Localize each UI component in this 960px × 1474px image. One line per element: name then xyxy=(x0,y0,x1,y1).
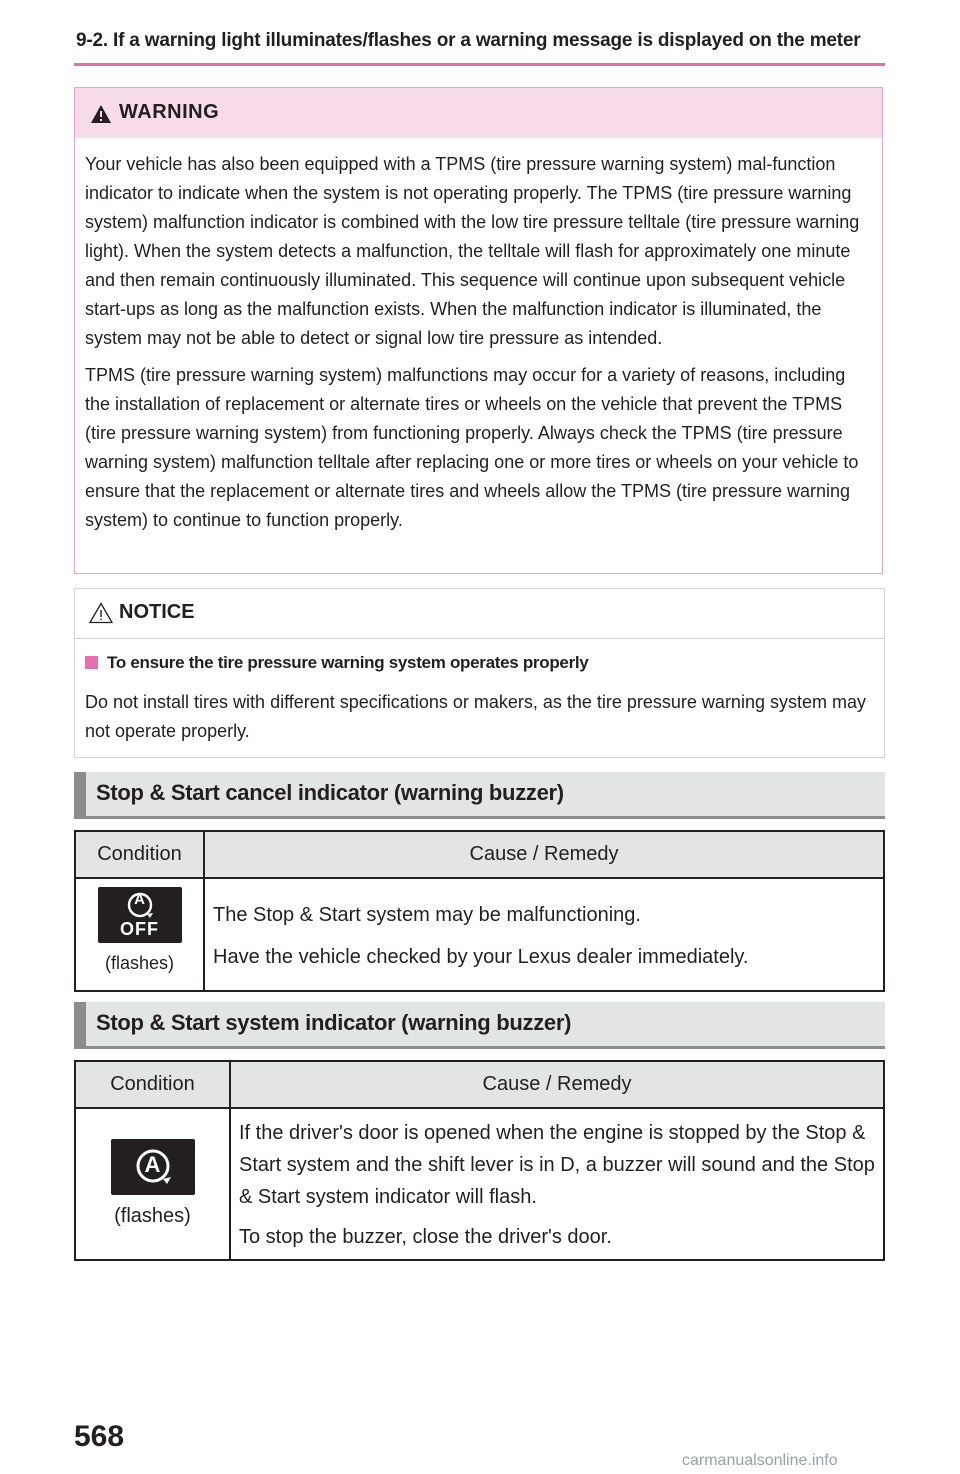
table-row xyxy=(75,1108,884,1260)
notice-subheading-text: To ensure the tire pressure warning system operates properly xyxy=(107,653,589,672)
page-header-title: 9-2. If a warning light illuminates/flashes or a warning message is displayed on the meter xyxy=(76,30,861,51)
cancel-indicator-table xyxy=(74,830,885,992)
warning-title: WARNING xyxy=(119,101,220,123)
header-divider xyxy=(74,63,885,66)
remedy-line: To stop the buzzer, close the driver's door. xyxy=(239,1226,612,1248)
table-header-row xyxy=(75,831,884,878)
warning-body xyxy=(75,138,882,535)
section-title: Stop & Start cancel indicator (warning buzzer) xyxy=(96,780,564,805)
table-row xyxy=(75,878,884,991)
remedy-line: The Stop & Start system may be malfunctioning. xyxy=(213,904,641,926)
notice-title: NOTICE xyxy=(119,601,195,623)
remedy-cell xyxy=(230,1108,884,1260)
indicator-letter: A xyxy=(134,891,145,908)
warning-box xyxy=(74,87,883,574)
bullet-square-icon xyxy=(85,656,98,669)
indicator-letter: A xyxy=(144,1152,161,1177)
warning-paragraph: Your vehicle has also been equipped with a TPMS (tire pressure warning system) mal-function indicator to indicate when the system is not operating properly. The TPMS (tire pressure warning system) malfunction indicator is combined with the low tire pressure telltale (tire pressure warning light). When the system detects a malfunction, the telltale will flash for approximately one minute and then remain continuously illuminated. This sequence will continue upon subsequent vehicle start-ups as long as the malfunction exists. When the malfunction indicator is illuminated, the system may not be able to detect or signal low tire pressure as intended. xyxy=(85,154,860,348)
notice-box xyxy=(74,588,885,758)
notice-text: Do not install tires with different specifications or makers, as the tire pressure warning system may not operate properly. xyxy=(85,692,866,741)
page-number: 568 xyxy=(74,1420,125,1453)
remedy-line: Have the vehicle checked by your Lexus dealer immediately. xyxy=(213,946,749,968)
warning-paragraph: TPMS (tire pressure warning system) malfunctions may occur for a variety of reasons, including the installation of replacement or alternate tires or wheels on the vehicle that prevent the TPMS (tire pressure warning system) from functioning properly. Always check the TPMS (tire pressure warning system) malfunction telltale after replacing one or more tires or wheels on your vehicle to ensure that the replacement or alternate tires and wheels allow the TPMS (tire pressure warning system) to continue to function properly. xyxy=(85,365,859,530)
section-title: Stop & Start system indicator (warning buzzer) xyxy=(96,1010,572,1035)
column-header-remedy: Cause / Remedy xyxy=(230,1061,884,1108)
condition-note: (flashes) xyxy=(114,1205,191,1227)
stop-start-off-indicator-icon xyxy=(98,887,182,943)
remedy-cell xyxy=(204,878,884,991)
stop-start-indicator-icon xyxy=(111,1139,195,1195)
condition-cell xyxy=(75,1108,230,1260)
notice-subheading xyxy=(85,653,588,673)
condition-note: (flashes) xyxy=(104,953,175,973)
section-heading-cancel-indicator xyxy=(74,772,885,819)
column-header-remedy: Cause / Remedy xyxy=(204,831,884,878)
column-header-condition: Condition xyxy=(75,831,204,878)
condition-cell xyxy=(75,878,204,991)
remedy-line: If the driver's door is opened when the engine is stopped by the Stop & Start system and the shift lever is in D, a buzzer will sound and the Stop & Start system indicator will flash. xyxy=(239,1122,875,1208)
indicator-off-label: OFF xyxy=(120,919,159,939)
notice-header xyxy=(75,589,884,639)
system-indicator-table xyxy=(74,1060,885,1261)
warning-triangle-icon xyxy=(90,104,112,124)
section-heading-system-indicator xyxy=(74,1002,885,1049)
watermark: carmanualsonline.info xyxy=(682,1452,838,1469)
table-header-row xyxy=(75,1061,884,1108)
warning-header xyxy=(75,88,882,138)
caution-triangle-icon xyxy=(89,602,113,624)
column-header-condition: Condition xyxy=(75,1061,230,1108)
